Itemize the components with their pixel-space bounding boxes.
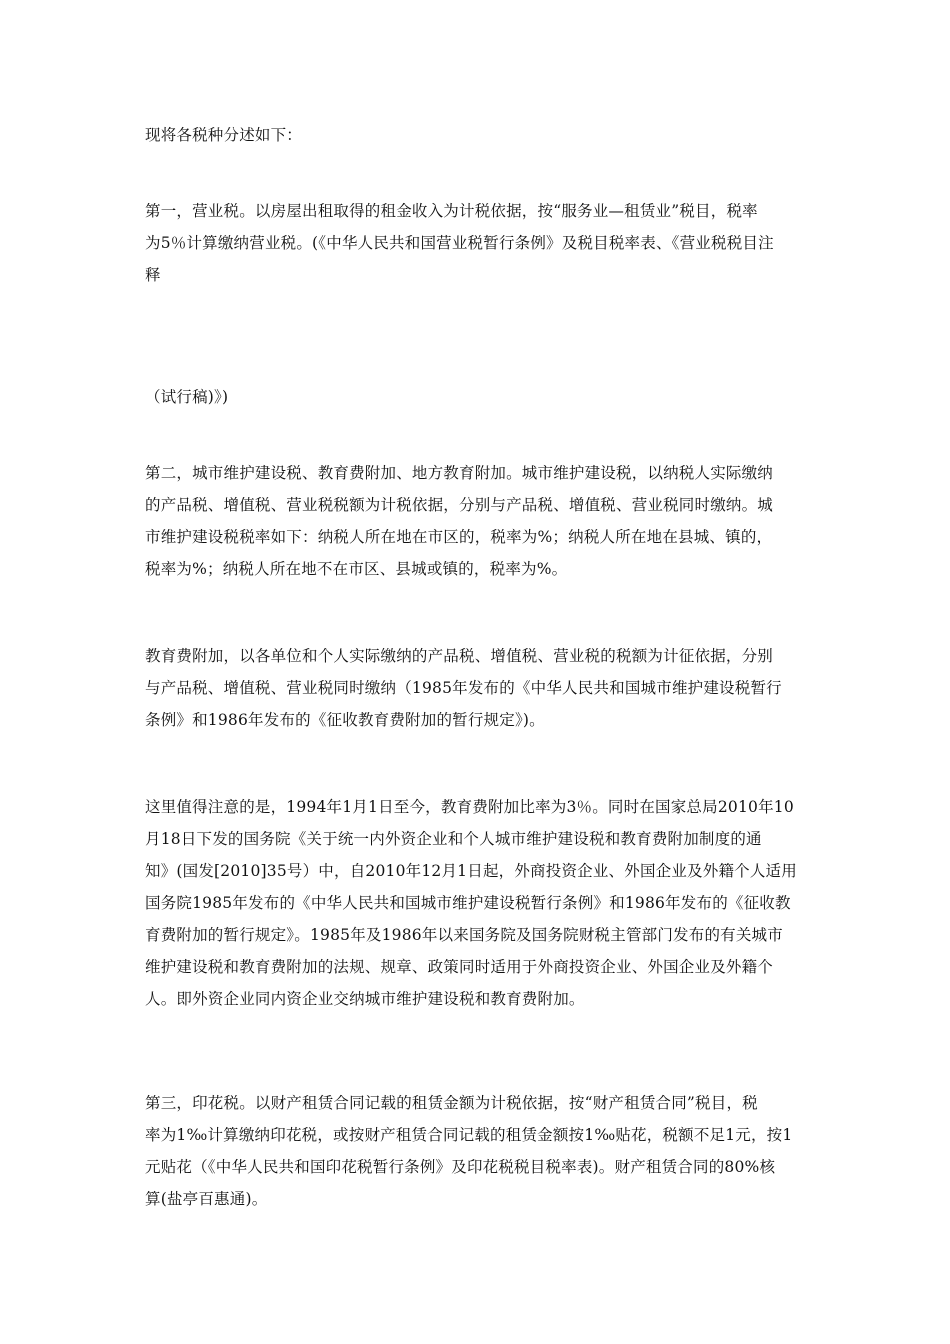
- text-line: 与产品税、增值税、营业税同时缴纳（1985年发布的《中华人民共和国城市维护建设税暂行: [145, 679, 782, 697]
- text-line: 率为1‰计算缴纳印花税，或按财产租赁合同记载的租赁金额按1‰贴花，税额不足1元，按1: [145, 1126, 793, 1144]
- text-line: 税率为%；纳税人所在地不在市区、县城或镇的，税率为%。: [145, 560, 568, 578]
- text-line: 元贴花（《中华人民共和国印花税暂行条例》及印花税税目税率表)。财产租赁合同的80%核: [145, 1158, 776, 1176]
- text-line: 的产品税、增值税、营业税税额为计税依据，分别与产品税、增值税、营业税同时缴纳。城: [145, 496, 774, 514]
- text-line: 这里值得注意的是，1994年1月1日至今，教育费附加比率为3％。同时在国家总局2010年10: [145, 798, 794, 816]
- paragraph-stamp-tax: [145, 1087, 813, 1215]
- paragraph-business-tax: [145, 195, 813, 291]
- text-line: 释: [145, 266, 161, 284]
- text-line: 国务院1985年发布的《中华人民共和国城市维护建设税暂行条例》和1986年发布的《征收教: [145, 894, 791, 912]
- text-line: 第二，城市维护建设税、教育费附加、地方教育附加。城市维护建设税，以纳税人实际缴纳: [145, 464, 774, 482]
- text-line: 算(盐亭百惠通)。: [145, 1190, 268, 1208]
- text-line: 育费附加的暂行规定》。1985年及1986年以来国务院及国务院财税主管部门发布的有关城市: [145, 926, 783, 944]
- paragraph-intro: [145, 119, 813, 151]
- text-line: （试行稿)》): [145, 388, 229, 406]
- text-line: 第一，营业税。以房屋出租取得的租金收入为计税依据，按“服务业—租赁业”税目，税率: [145, 202, 758, 220]
- text-line: 人。即外资企业同内资企业交纳城市维护建设税和教育费附加。: [145, 990, 585, 1008]
- text-line: 知》(国发[2010]35号）中，自2010年12月1日起，外商投资企业、外国企业及外籍个人适用: [145, 862, 797, 880]
- text-line: 市维护建设税税率如下：纳税人所在地在市区的，税率为%；纳税人所在地在县城、镇的，: [145, 528, 773, 546]
- paragraph-urban-maintenance-tax: [145, 457, 813, 585]
- text-line: 教育费附加，以各单位和个人实际缴纳的产品税、增值税、营业税的税额为计征依据，分别: [145, 647, 774, 665]
- paragraph-education-surcharge: [145, 640, 813, 736]
- text-line: 为5％计算缴纳营业税。(《中华人民共和国营业税暂行条例》及税目税率表、《营业税税目注: [145, 234, 774, 252]
- text-line: 月18日下发的国务院《关于统一内外资企业和个人城市维护建设税和教育费附加制度的通: [145, 830, 762, 848]
- paragraph-notice: [145, 791, 813, 1015]
- paragraph-business-tax-continued: [145, 381, 813, 413]
- text-line: 条例》和1986年发布的《征收教育费附加的暂行规定》)。: [145, 711, 545, 729]
- text-line: 现将各税种分述如下：: [145, 126, 303, 144]
- text-line: 第三，印花税。以财产租赁合同记载的租赁金额为计税依据，按“财产租赁合同”税目，税: [145, 1094, 758, 1112]
- text-line: 维护建设税和教育费附加的法规、规章、政策同时适用于外商投资企业、外国企业及外籍个: [145, 958, 774, 976]
